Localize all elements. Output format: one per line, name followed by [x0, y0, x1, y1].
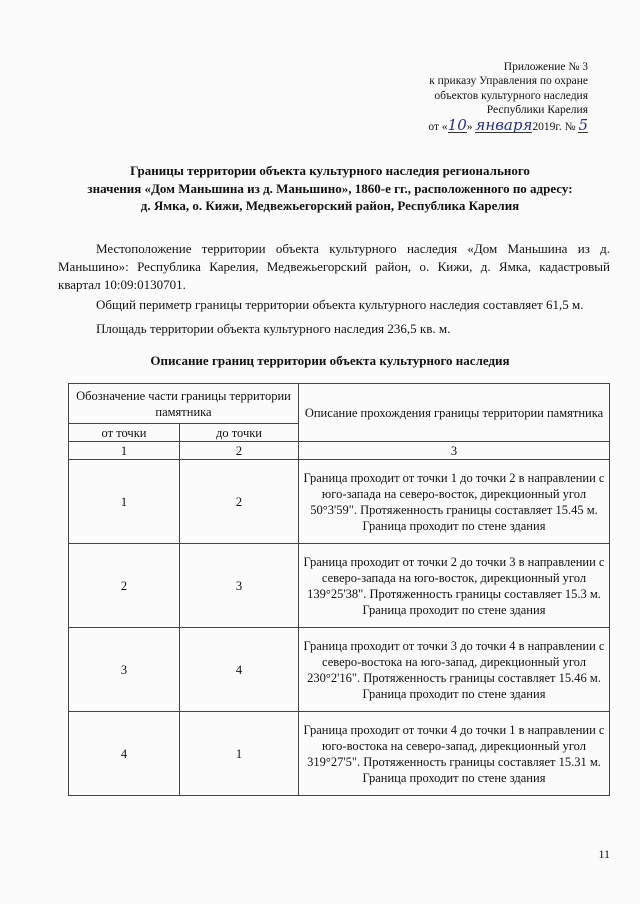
to-point-cell: 1 — [180, 712, 299, 796]
perimeter-text: Общий периметр границы территории объекта культурного наследия составляет 61,5 м. — [96, 297, 584, 312]
date-mid: » — [466, 120, 476, 133]
title-line-2: значения «Дом Маньшина из д. Маньшино», 1860-е гг., расположенного по адресу: — [87, 180, 573, 196]
area-text: Площадь территории объекта культурного наследия 236,5 кв. м. — [96, 321, 451, 336]
appendix-header — [428, 60, 588, 134]
section-title: Описание границ территории объекта культурного наследия — [150, 353, 510, 368]
table-row — [69, 544, 610, 628]
column-number: 1 — [69, 442, 180, 460]
title-line-3: д. Ямка, о. Кижи, Медвежьегорский район, Республика Карелия — [140, 198, 520, 213]
date-year: 2019г. № — [532, 120, 579, 133]
perimeter-paragraph — [58, 296, 610, 314]
appendix-date-line — [428, 115, 588, 134]
area-paragraph — [58, 320, 610, 338]
from-point-cell: 1 — [69, 460, 180, 544]
document-title — [60, 162, 600, 215]
appendix-order-ref: к приказу Управления по охране — [429, 75, 588, 88]
to-point-cell: 4 — [180, 628, 299, 712]
to-point-cell: 3 — [180, 544, 299, 628]
handwritten-month: января — [475, 115, 533, 134]
description-cell: Граница проходит от точки 1 до точки 2 в направлении с юго-запада на северо-восток, дирекционный угол 50°3'59". Протяженность границы составляет 15.45 м. Граница проходит по стене здания — [299, 460, 610, 544]
boundary-table — [68, 383, 610, 796]
header-description: Описание прохождения границы территории памятника — [299, 384, 610, 442]
column-number: 3 — [299, 442, 610, 460]
column-number: 2 — [180, 442, 299, 460]
appendix-region: Республики Карелия — [486, 104, 588, 117]
from-point-cell: 4 — [69, 712, 180, 796]
description-cell: Граница проходит от точки 2 до точки 3 в направлении с северо-запада на юго-восток, дирекционный угол 139°25'38". Протяженность границы составляет 15.3 м. Граница проходит по стене здания — [299, 544, 610, 628]
location-text: Местоположение территории объекта культурного наследия «Дом Маньшина из д. Маньшино»: Республика Карелия, Медвежьегорский район, о. Кижи, д. Ямка, кадастровый квартал 10:09:0130701. — [58, 241, 610, 292]
handwritten-number: 5 — [578, 115, 588, 134]
date-prefix: от « — [428, 120, 448, 133]
description-cell: Граница проходит от точки 3 до точки 4 в направлении с северо-востока на юго-запад, дирекционный угол 230°2'16". Протяженность границы составляет 15.46 м. Граница проходит по стене здания — [299, 628, 610, 712]
location-paragraph — [58, 240, 610, 293]
handwritten-day: 10 — [447, 115, 467, 134]
column-number-row — [69, 442, 610, 460]
to-point-cell: 2 — [180, 460, 299, 544]
header-from-point: от точки — [69, 424, 180, 442]
header-to-point: до точки — [180, 424, 299, 442]
table-row — [69, 460, 610, 544]
from-point-cell: 3 — [69, 628, 180, 712]
header-boundary-part: Обозначение части границы территории памятника — [69, 384, 299, 424]
appendix-title: Приложение № 3 — [503, 61, 588, 73]
appendix-department: объектов культурного наследия — [434, 89, 588, 102]
page-number: 11 — [598, 847, 610, 861]
from-point-cell: 2 — [69, 544, 180, 628]
title-line-1: Границы территории объекта культурного наследия регионального — [130, 163, 530, 178]
table-row — [69, 628, 610, 712]
table-row — [69, 712, 610, 796]
description-cell: Граница проходит от точки 4 до точки 1 в направлении с юго-востока на северо-запад, дирекционный угол 319°27'5". Протяженность границы составляет 15.31 м. Граница проходит по стене здания — [299, 712, 610, 796]
